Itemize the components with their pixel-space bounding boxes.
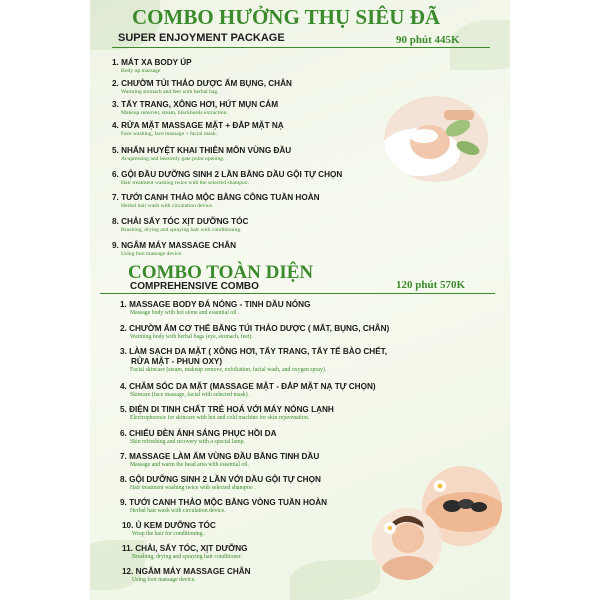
- combo2-item-6: 6. CHIẾU ĐÈN ÁNH SÁNG PHỤC HỒI DA Skin refreshing and recovery with a special lamp.: [120, 429, 277, 445]
- leaf-decoration: [290, 560, 380, 600]
- spa-menu-poster: [90, 0, 510, 600]
- combo1-title: COMBO HƯỞNG THỤ SIÊU ĐÃ: [132, 5, 441, 29]
- combo2-divider: [100, 293, 495, 294]
- combo1-divider: [112, 47, 490, 48]
- combo1-price: 90 phút 445K: [396, 34, 460, 46]
- combo2-item-7: 7. MASSAGE LÀM ẤM VÙNG ĐẦU BẰNG TINH DẦU Massage and warm the head area with essential oil.: [120, 452, 320, 468]
- combo2-item-3: 3. LÀM SẠCH DA MẶT ( XÔNG HƠI, TẨY TRANG, TẨY TẾ BÀO CHẾT, RỬA MẶT - PHUN OXY) Facial skincare (steam, makeup remove, exfoliation, facial wash, and oxygen spray).: [120, 347, 388, 373]
- combo1-item-6: 6. GỘI ĐẦU DƯỠNG SINH 2 LẦN BẰNG DẦU GỘI TỰ CHỌN Hair treatment washing twice with the selected shampoo.: [112, 170, 343, 186]
- combo1-item-2: 2. CHƯỜM TÚI THẢO DƯỢC ẤM BỤNG, CHÂN Warming stomach and feet with herbal bag.: [112, 79, 292, 95]
- combo1-item-5: 5. NHẤN HUYỆT KHAI THIÊN MÔN VÙNG ĐẦU Acupressing and heavenly gate point opening.: [112, 146, 292, 162]
- combo2-item-1: 1. MASSAGE BODY ĐÁ NÓNG - TINH DẦU NÓNG Massage body with hot stone and essential oil .: [120, 300, 311, 316]
- combo1-subtitle: SUPER ENJOYMENT PACKAGE: [118, 32, 285, 44]
- combo2-price: 120 phút 570K: [396, 279, 466, 291]
- combo2-title: COMBO TOÀN DIỆN: [128, 262, 314, 283]
- combo2-item-2: 2. CHƯỜM ẤM CƠ THỂ BẰNG TÚI THẢO DƯỢC ( MẮT, BỤNG, CHÂN) Warming body with herbal bags (eye, stomach, feet).: [120, 324, 390, 340]
- combo1-item-4: 4. RỬA MẶT MASSAGE MẶT + ĐẮP MẶT NẠ Face washing, face massage + facial mask.: [112, 121, 284, 137]
- combo2-item-4: 4. CHĂM SÓC DA MẶT (MASSAGE MẶT - ĐẮP MẶT NẠ TỰ CHỌN) Skincare (face massage, facial with selected mask) .: [120, 382, 376, 398]
- combo2-item-8: 8. GỘI DƯỠNG SINH 2 LẦN VỚI DẦU GỘI TỰ CHỌN Hair treatment washing twice with selected shampoo .: [120, 475, 321, 491]
- combo2-item-12: 12. NGÂM MÁY MASSAGE CHÂN Using foot massage device.: [122, 567, 251, 583]
- combo1-item-3: 3. TẨY TRANG, XÔNG HƠI, HÚT MỤN CÁM Makeup remover, steam, blackheads extraction.: [112, 100, 279, 116]
- combo1-item-8: 8. CHẢI SẤY TÓC XỊT DƯỠNG TÓC Brushing, drying and spraying hair with conditioning.: [112, 217, 249, 233]
- combo2-item-5: 5. ĐIỆN DI TINH CHẤT TRẺ HOÁ VỚI MÁY NÓNG LẠNH Electrophoresis for skincare with hot and cold machine for skin rejuvenation.: [120, 405, 334, 421]
- combo1-item-9: 9. NGÂM MÁY MASSAGE CHÂN Using foot massage device.: [112, 241, 237, 257]
- combo1-item-7: 7. TƯỚI CANH THẢO MỘC BẰNG CÔNG TUẦN HOÀN Herbal hair wash with circulation device.: [112, 193, 320, 209]
- combo2-item-10: 10. Ủ KEM DƯỠNG TÓC Wrap the hair for conditioning .: [122, 521, 216, 537]
- relaxing-woman-photo: [372, 508, 442, 580]
- combo2-item-11: 11. CHẢI, SẤY TÓC, XỊT DƯỠNG Brushing, drying and spraying hair conditioner.: [122, 544, 248, 560]
- combo2-subtitle: COMPREHENSIVE COMBO: [130, 281, 259, 292]
- combo2-item-9: 9. TƯỚI CANH THẢO MỘC BẰNG VÒNG TUẦN HOÀN Herbal hair wash with circulation device.: [120, 498, 328, 514]
- facial-treatment-photo: [384, 96, 488, 182]
- combo1-item-1: 1. MÁT XA BODY ÚP Body up massage: [112, 58, 192, 74]
